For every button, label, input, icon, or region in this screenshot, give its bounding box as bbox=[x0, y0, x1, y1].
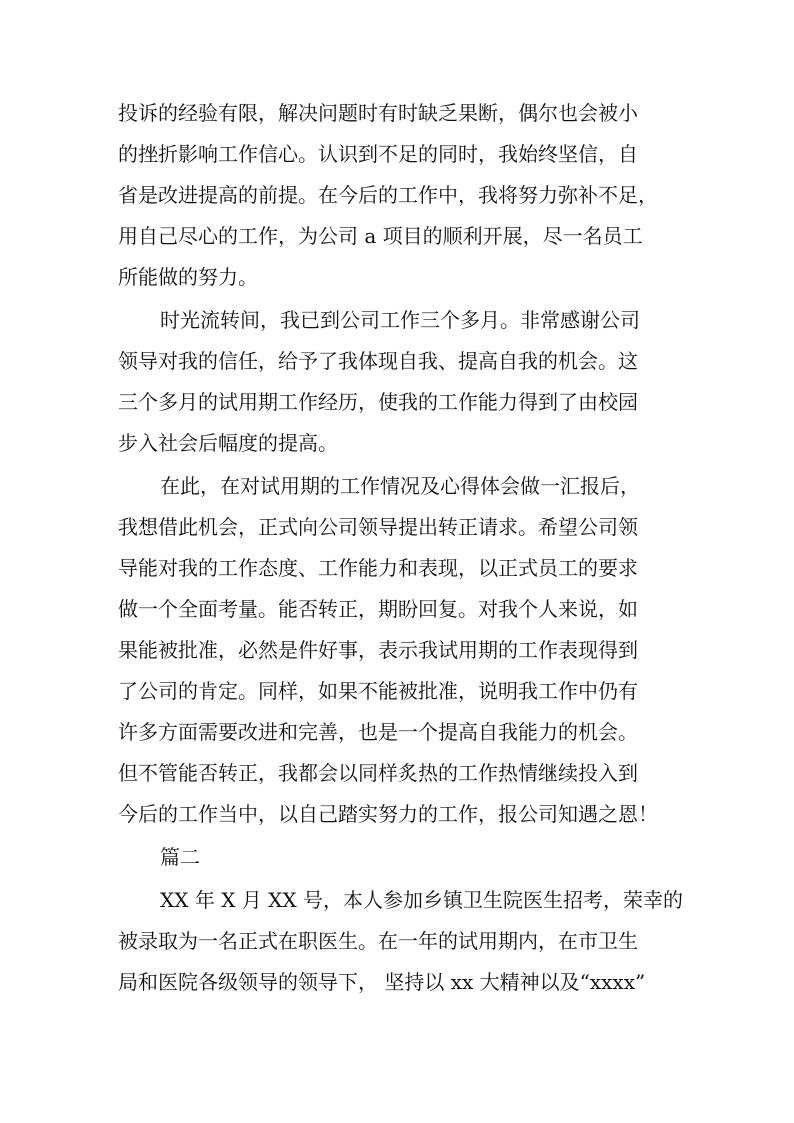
text-line: 今后的工作当中，以自己踏实努力的工作，报公司知遇之恩！ bbox=[118, 802, 658, 826]
section-heading: 篇二 bbox=[160, 845, 200, 869]
text-line: 我想借此机会，正式向公司领导提出转正请求。希望公司领 bbox=[118, 515, 638, 539]
text-line: 做一个全面考量。能否转正，期盼回复。对我个人来说，如 bbox=[118, 597, 638, 621]
text-line: 了公司的肯定。同样，如果不能被批准，说明我工作中仍有 bbox=[118, 679, 638, 703]
text-line: 领导对我的信任，给予了我体现自我、提高自我的机会。这 bbox=[118, 349, 638, 373]
text-line: 三个多月的试用期工作经历，使我的工作能力得到了由校园 bbox=[118, 390, 638, 414]
text-line: 被录取为一名正式在职医生。在一年的试用期内，在市卫生 bbox=[118, 929, 638, 953]
text-line: 局和医院各级领导的领导下， 坚持以 xx 大精神以及“xxxx” bbox=[118, 970, 646, 994]
text-line: 省是改进提高的前提。在今后的工作中，我将努力弥补不足， bbox=[118, 183, 658, 207]
text-line: 导能对我的工作态度、工作能力和表现，以正式员工的要求 bbox=[118, 556, 638, 580]
text-line: 所能做的努力。 bbox=[118, 265, 258, 289]
text-line: 但不管能否转正，我都会以同样炙热的工作热情继续投入到 bbox=[118, 761, 638, 785]
text-line: 果能被批准，必然是件好事，表示我试用期的工作表现得到 bbox=[118, 638, 638, 662]
text-line: 步入社会后幅度的提高。 bbox=[118, 431, 338, 455]
text-line: 许多方面需要改进和完善，也是一个提高自我能力的机会。 bbox=[118, 720, 638, 744]
text-line: 的挫折影响工作信心。认识到不足的同时，我始终坚信，自 bbox=[118, 142, 638, 166]
paragraph-start-line: 时光流转间，我已到公司工作三个多月。非常感谢公司 bbox=[160, 308, 640, 332]
text-line: 投诉的经验有限，解决问题时有时缺乏果断，偶尔也会被小 bbox=[118, 101, 638, 125]
paragraph-start-line: XX 年 X 月 XX 号，本人参加乡镇卫生院医生招考，荣幸的 bbox=[160, 888, 683, 912]
paragraph-start-line: 在此，在对试用期的工作情况及心得体会做一汇报后， bbox=[160, 474, 640, 498]
text-line: 用自己尽心的工作，为公司 a 项目的顺利开展，尽一名员工 bbox=[118, 224, 643, 248]
